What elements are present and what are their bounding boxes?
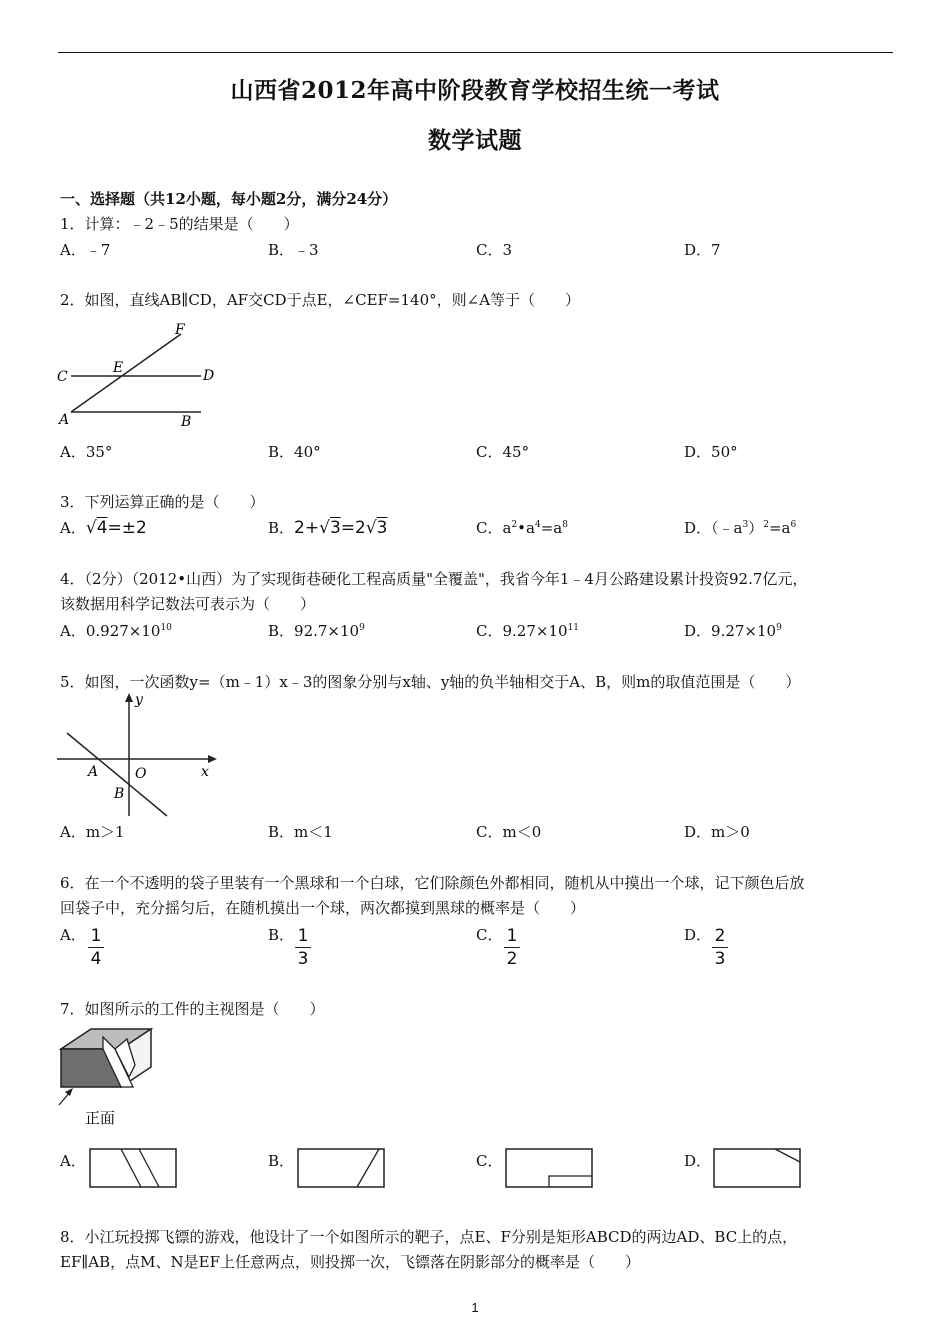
q8-stem-line2: EF∥AB，点M、N是EF上任意两点，则投掷一次，飞镖落在阴影部分的概率是（ ）	[60, 1253, 640, 1271]
q1-option-d: D．7	[684, 241, 721, 259]
q6-option-b-label: B．	[268, 926, 295, 944]
q6-option-d-label: D．	[684, 926, 712, 944]
q7-option-a-label: A．	[60, 1152, 86, 1170]
q5-stem: 5．如图，一次函数y=（m﹣1）x﹣3的图象分别与x轴、y轴的负半轴相交于A、B，则m的取值范围是（ ）	[60, 673, 801, 691]
q7-option-b-label: B．	[268, 1152, 295, 1170]
q2-option-d: D．50°	[684, 443, 738, 461]
q2-option-b: B．40°	[268, 443, 321, 461]
q4-option-b: B．$92.7\times 10^9$	[268, 622, 365, 640]
q2-label-d: D	[203, 368, 215, 384]
q1-option-c: C．3	[476, 241, 513, 259]
q6-stem-line2: 回袋子中，充分摇匀后，在随机摸出一个球，两次都摸到黑球的概率是（ ）	[60, 899, 586, 917]
q6-option-a-fraction: 1 4	[88, 926, 104, 969]
q6-option-d-fraction: 2 3	[712, 926, 728, 969]
q8-stem-line1: 8．小江玩投掷飞镖的游戏，他设计了一个如图所示的靶子，点E、F分别是矩形ABCD的两边AD、BC上的点，	[60, 1228, 798, 1246]
q2-option-a: A．35°	[60, 443, 113, 461]
q4-stem-line1: 4．（2分）（2012•山西）为了实现街巷硬化工程高质量"全覆盖"，我省今年1﹣4月公路建设累计投资92.7亿元，	[60, 570, 808, 588]
header-rule	[58, 52, 893, 53]
page-number: 1	[471, 1300, 479, 1315]
q7-option-d-label: D．	[684, 1152, 712, 1170]
q7-workpiece-figure	[55, 1025, 165, 1135]
q3-stem: 3．下列运算正确的是（ ）	[60, 493, 265, 511]
q3-option-c: C．$a^2•a^4=a^8$	[476, 519, 568, 537]
q7-option-c-label: C．	[476, 1152, 503, 1170]
q5-label-y: y	[135, 692, 143, 708]
q7-option-b-view	[297, 1148, 387, 1190]
q1-stem: 1．计算：﹣2﹣5的结果是（ ）	[60, 215, 299, 233]
section-heading: 一、选择题（共12小题，每小题2分，满分24分）	[60, 190, 398, 208]
q7-option-a-view	[89, 1148, 179, 1190]
q4-option-c: C．$9.27\times 10^{11}$	[476, 622, 579, 640]
q2-parallel-lines-figure	[55, 320, 225, 432]
exam-subtitle: 数学试题	[428, 127, 522, 154]
q2-label-a: A	[59, 412, 70, 428]
q3-option-a: A．√4=±2	[60, 518, 147, 538]
q7-option-d-view	[713, 1148, 803, 1190]
q7-front-label: 正面	[85, 1109, 116, 1127]
q2-stem: 2．如图，直线AB∥CD，AF交CD于点E，∠CEF=140°，则∠A等于（ ）	[60, 291, 581, 309]
q5-label-x: x	[201, 764, 209, 780]
q4-stem-line2: 该数据用科学记数法可表示为（ ）	[60, 595, 316, 613]
q1-option-a: A．﹣7	[60, 241, 111, 259]
q7-stem: 7．如图所示的工件的主视图是（ ）	[60, 1000, 325, 1018]
q2-label-e: E	[113, 360, 124, 376]
q6-option-c-fraction: 1 2	[504, 926, 520, 969]
q5-option-b: B．m＜1	[268, 823, 333, 841]
q5-label-o: O	[135, 766, 147, 782]
q6-option-c-label: C．	[476, 926, 503, 944]
q5-option-d: D．m＞0	[684, 823, 750, 841]
q6-stem-line1: 6．在一个不透明的袋子里装有一个黑球和一个白球，它们除颜色外都相同，随机从中摸出一个球，记下颜色后放	[60, 874, 805, 892]
q3-option-b: B．2+√3=2√3	[268, 518, 388, 538]
q6-option-a-label: A．	[60, 926, 86, 944]
q4-option-d: D．$9.27\times 10^9$	[684, 622, 782, 640]
q5-label-b: B	[114, 786, 125, 802]
q4-option-a: A．$0.927\times 10^{10}$	[60, 622, 172, 640]
q3-option-d: D．$(﹣a^3)^2=a^6$	[684, 519, 797, 537]
exam-title: 山西省2012年高中阶段教育学校招生统一考试	[230, 77, 720, 104]
q2-label-f: F	[175, 322, 185, 338]
q5-linear-function-figure	[55, 690, 225, 820]
q5-option-a: A．m＞1	[60, 823, 125, 841]
q7-option-c-view	[505, 1148, 595, 1190]
q2-label-b: B	[181, 414, 192, 430]
q6-option-b-fraction: 1 3	[295, 926, 311, 969]
q5-option-c: C．m＜0	[476, 823, 542, 841]
q1-option-b: B．﹣3	[268, 241, 319, 259]
q2-option-c: C．45°	[476, 443, 530, 461]
q5-label-a: A	[88, 764, 99, 780]
q2-label-c: C	[57, 369, 68, 385]
